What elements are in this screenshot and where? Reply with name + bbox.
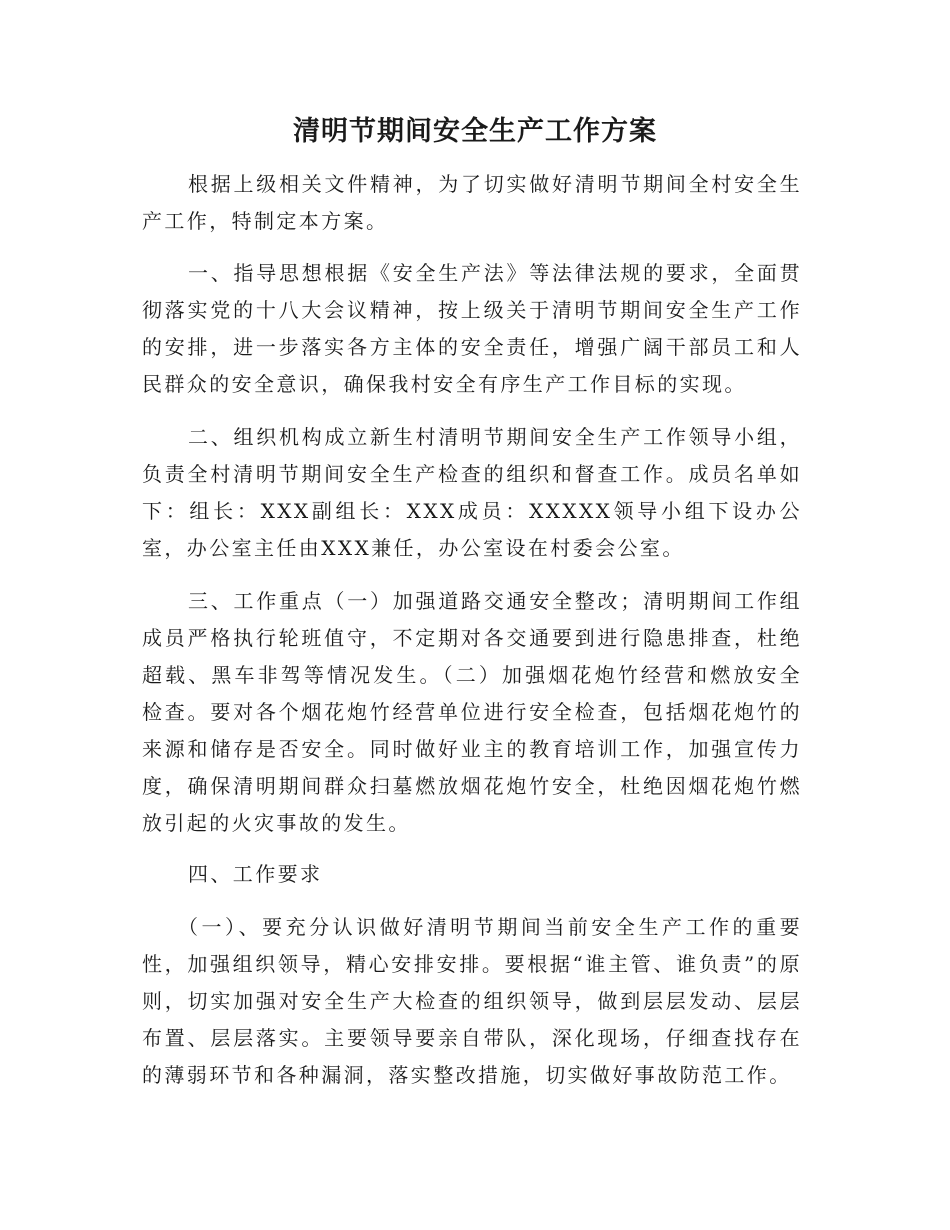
section-work-requirements-heading: 四、工作要求	[188, 862, 323, 886]
section-guiding-ideology: 一、指导思想根据《安全生产法》等法律法规的要求，全面贯彻落实党的十八大会议精神，按上级关于清明节期间安全生产工作的安排，进一步落实各方主体的安全责任，增强广阔干部员工和人民群众的安全意识，确保我村安全有序生产工作目标的实现。	[142, 261, 802, 396]
intro-paragraph: 根据上级相关文件精神，为了切实做好清明节期间全村安全生产工作，特制定本方案。	[142, 172, 802, 233]
section-requirement-1: （一）、要充分认识做好清明节期间当前安全生产工作的重要性，加强组织领导，精心安排安排。要根据“谁主管、谁负责”的原则，切实加强对安全生产大检查的组织领导，做到层层发动、层层布置、层层落实。主要领导要亲自带队，深化现场，仔细查找存在的薄弱环节和各种漏洞，落实整改措施，切实做好事故防范工作。	[142, 915, 802, 1087]
section-work-focus: 三、工作重点（一）加强道路交通安全整改；清明期间工作组成员严格执行轮班值守，不定期对各交通要到进行隐患排查，杜绝超载、黑车非驾等情况发生。（二）加强烟花炮竹经营和燃放安全检查。要对各个烟花炮竹经营单位进行安全检查，包括烟花炮竹的来源和储存是否安全。同时做好业主的教育培训工作，加强宣传力度，确保清明期间群众扫墓燃放烟花炮竹安全，杜绝因烟花炮竹燃放引起的火灾事故的发生。	[142, 589, 802, 835]
section-organization: 二、组织机构成立新生村清明节期间安全生产工作领导小组，负责全村清明节期间安全生产检查的组织和督查工作。成员名单如下：组长：XXX副组长：XXX成员：XXXXX领导小组下设办公室，办公室主任由XXX兼任，办公室设在村委会公室。	[142, 425, 802, 560]
document-title: 清明节期间安全生产工作方案	[293, 116, 657, 147]
